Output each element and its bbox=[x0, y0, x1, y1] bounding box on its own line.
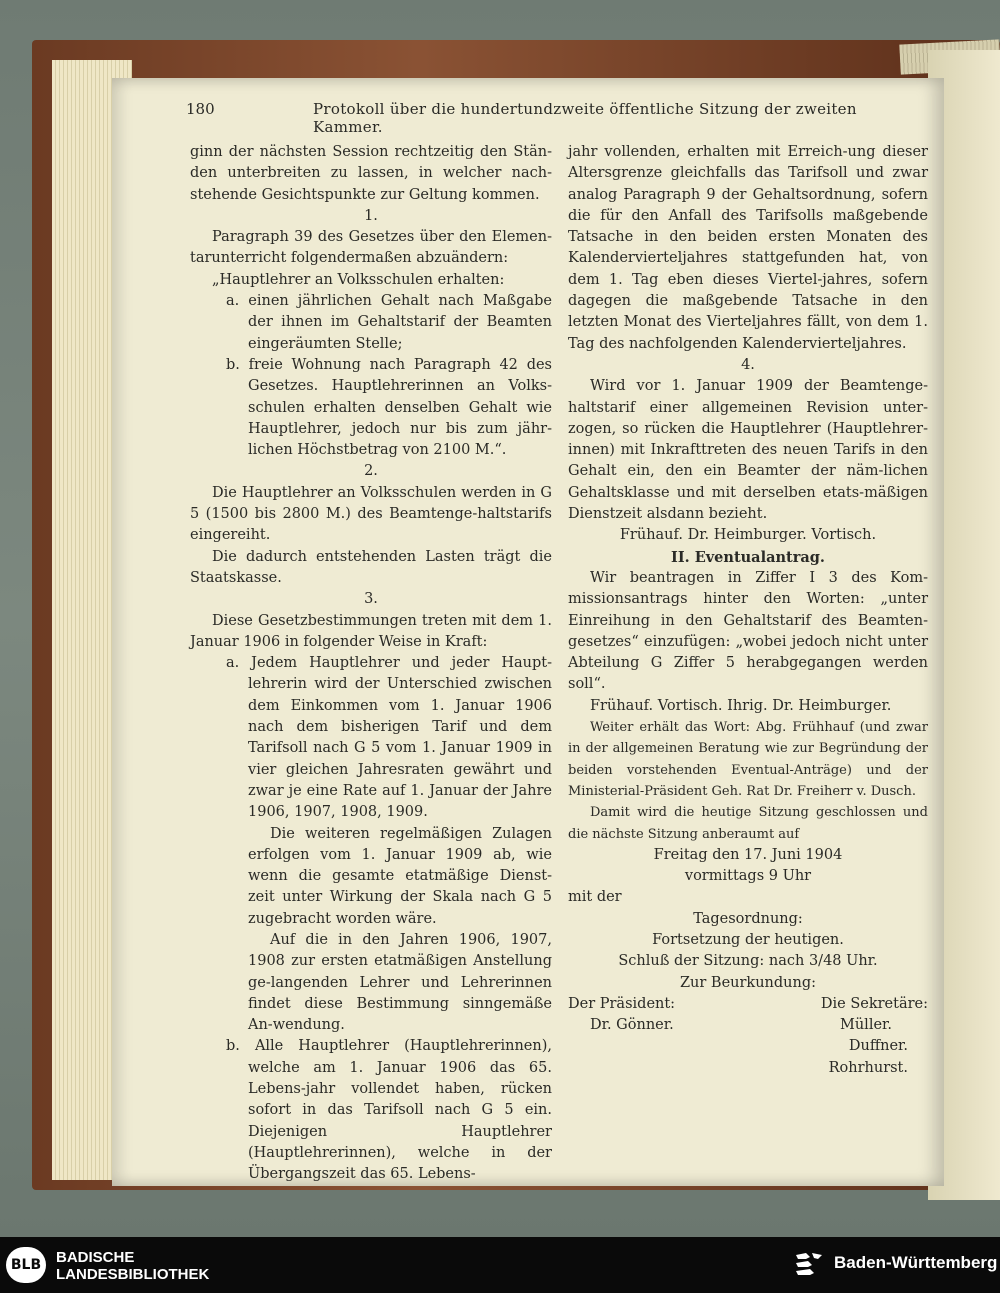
signature-row bbox=[568, 1058, 928, 1079]
library-name-line2: LANDESBIBLIOTHEK bbox=[56, 1266, 210, 1283]
secretary-name: Müller. bbox=[840, 1017, 892, 1034]
footer-bar bbox=[0, 1237, 1000, 1293]
list-item: b. Alle Hauptlehrer (Hauptlehrerinnen), welche am 1. Januar 1906 das 65. Lebens-jahr vollendet haben, rücken sofort in das Tarifsoll nach G 5 ein. Diejenigen Hauptlehrer (Hauptlehrerinnen), welche in der Übergangszeit das 65. Lebens- bbox=[226, 1038, 552, 1183]
paragraph: Die dadurch entstehenden Lasten trägt die Staatskasse. bbox=[190, 548, 552, 586]
signers-line: Frühauf. Vortisch. Ihrig. Dr. Heimburger. bbox=[590, 697, 892, 714]
president-label: Der Präsident: bbox=[568, 995, 676, 1012]
president-name: Dr. Gönner. bbox=[590, 1017, 674, 1034]
secretary-name: Rohrhurst. bbox=[828, 1059, 908, 1076]
date-line: Freitag den 17. Juni 1904 bbox=[653, 846, 843, 863]
paragraph: Auf die in den Jahren 1906, 1907, 1908 zur ersten etatmäßigen Anstellung ge-langenden Lehrer und Lehrerinnen findet diese Bestimmung sinngemäße An-wendung. bbox=[248, 931, 552, 1034]
paragraph: Damit wird die heutige Sitzung geschlossen und die nächste Sitzung anberaumt auf bbox=[568, 805, 928, 842]
agenda-heading: Tagesordnung: bbox=[693, 910, 803, 927]
library-name[interactable] bbox=[56, 1249, 209, 1283]
paragraph: Wird vor 1. Januar 1909 der Beamtenge-haltstarif einer allgemeinen Revision unter-zogen, so rücken die Hauptlehrer (Hauptlehrer-innen) mit Inkrafttreten des neuen Tarifs in den Gehalt ein, den ein Beamter der näm-lichen Gehaltsklasse und mit derselben etats-mäßigen Dienstzeit alsdann bezieht. bbox=[568, 378, 928, 523]
signature-labels bbox=[568, 994, 928, 1015]
page-number: 180 bbox=[186, 100, 215, 118]
library-name-line1: BADISCHE bbox=[56, 1249, 135, 1266]
time-line: vormittags 9 Uhr bbox=[684, 868, 812, 885]
text-line: mit der bbox=[568, 889, 622, 906]
secretaries-label: Die Sekretäre: bbox=[820, 995, 928, 1012]
paragraph: Die weiteren regelmäßigen Zulagen erfolgen vom 1. Januar 1909 ab, wie wenn die gesamte etatmäßige Dienst-zeit unter Wirkung der Skala nach G 5 zugebracht worden wäre. bbox=[248, 825, 552, 927]
paragraph: Weiter erhält das Wort: Abg. Frühhauf (und zwar in der allgemeinen Beratung wie zur Begründung der beiden vorstehenden Eventual-Anträge) und der Ministerial-Präsident Geh. Rat Dr. Freiherr v. Dusch. bbox=[568, 720, 928, 799]
secretary-name: Duffner. bbox=[848, 1038, 908, 1055]
paragraph: jahr vollenden, erhalten mit Erreich-ung dieser Altersgrenze gleichfalls das Tarifsoll und zwar analog Paragraph 9 der Gehaltsordnung, sofern die für den Anfall des Tarifsolls maßgebende Tatsache in den beiden ersten Monaten des Kalendervierteljahres stattgefunden hat, von dem 1. Tag eben dieses Viertel-jahres, sofern dagegen die maßgebende Tatsache in den letzten Monat des Vierteljahres fällt, von dem 1. Tag des nachfolgenden Kalendervierteljahres. bbox=[568, 144, 928, 352]
section-number: 2. bbox=[364, 463, 378, 480]
blb-logo[interactable]: BLB bbox=[6, 1247, 46, 1283]
signature-row bbox=[568, 1015, 928, 1036]
page-header bbox=[186, 100, 926, 136]
paragraph: „Hauptlehrer an Volksschulen erhalten: bbox=[212, 271, 505, 288]
paragraph: Die Hauptlehrer an Volksschulen werden in G 5 (1500 bis 2800 M.) des Beamtenge-haltstarifs eingereiht. bbox=[190, 484, 552, 544]
left-column bbox=[190, 142, 552, 1186]
list-item: a. Jedem Hauptlehrer und jeder Haupt-lehrerin wird der Unterschied zwischen dem Einkommen vom 1. Januar 1906 nach dem bisherigen Tarif und dem Tarifsoll nach G 5 vom 1. Januar 1909 in vier gleichen Jahresraten gewährt und zwar je eine Rate auf 1. Januar der Jahre 1906, 1907, 1908, 1909. bbox=[226, 655, 552, 821]
paragraph: Wir beantragen in Ziffer I 3 des Kom-missionsantrags hinter den Worten: „unter Einreihung in den Gehaltstarif des Beamten-gesetzes“ einzufügen: „wobei jedoch nicht unter Abteilung G Ziffer 5 herabgegangen werden soll“. bbox=[568, 569, 928, 693]
closing-line: Schluß der Sitzung: nach 3/48 Uhr. bbox=[618, 953, 878, 970]
section-number: 4. bbox=[741, 356, 755, 373]
agenda-item: Fortsetzung der heutigen. bbox=[652, 931, 844, 948]
paragraph: ginn der nächsten Session rechtzeitig den Stän-den unterbreiten zu lassen, in welcher nach-stehende Gesichtspunkte zur Geltung kommen. bbox=[190, 144, 552, 203]
certification-heading: Zur Beurkundung: bbox=[679, 974, 817, 991]
paragraph: Paragraph 39 des Gesetzes über den Elemen-tarunterricht folgendermaßen abzuändern: bbox=[190, 229, 552, 267]
list-item: b. freie Wohnung nach Paragraph 42 des Gesetzes. Hauptlehrerinnen an Volks-schulen erhalten denselben Gehalt wie Hauptlehrer, jedoch nur bis zum jähr-lichen Höchstbetrag von 2100 M.“. bbox=[226, 356, 552, 459]
section-heading: II. Eventualantrag. bbox=[671, 548, 825, 566]
state-name[interactable]: Baden-Württemberg bbox=[834, 1253, 998, 1272]
section-number: 1. bbox=[364, 207, 378, 224]
running-title: Protokoll über die hundertundzweite öffentliche Sitzung der zweiten Kammer. bbox=[313, 100, 857, 136]
baden-wuerttemberg-lions-icon[interactable] bbox=[792, 1249, 828, 1281]
list-item: a. einen jährlichen Gehalt nach Maßgabe der ihnen im Gehaltstarif der Beamten eingeräumten Stelle; bbox=[226, 293, 552, 352]
signers-line: Frühauf. Dr. Heimburger. Vortisch. bbox=[619, 527, 877, 544]
section-number: 3. bbox=[364, 591, 378, 608]
right-column bbox=[568, 142, 928, 1079]
signature-row bbox=[568, 1036, 928, 1057]
paragraph: Diese Gesetzbestimmungen treten mit dem 1. Januar 1906 in folgender Weise in Kraft: bbox=[190, 612, 552, 650]
